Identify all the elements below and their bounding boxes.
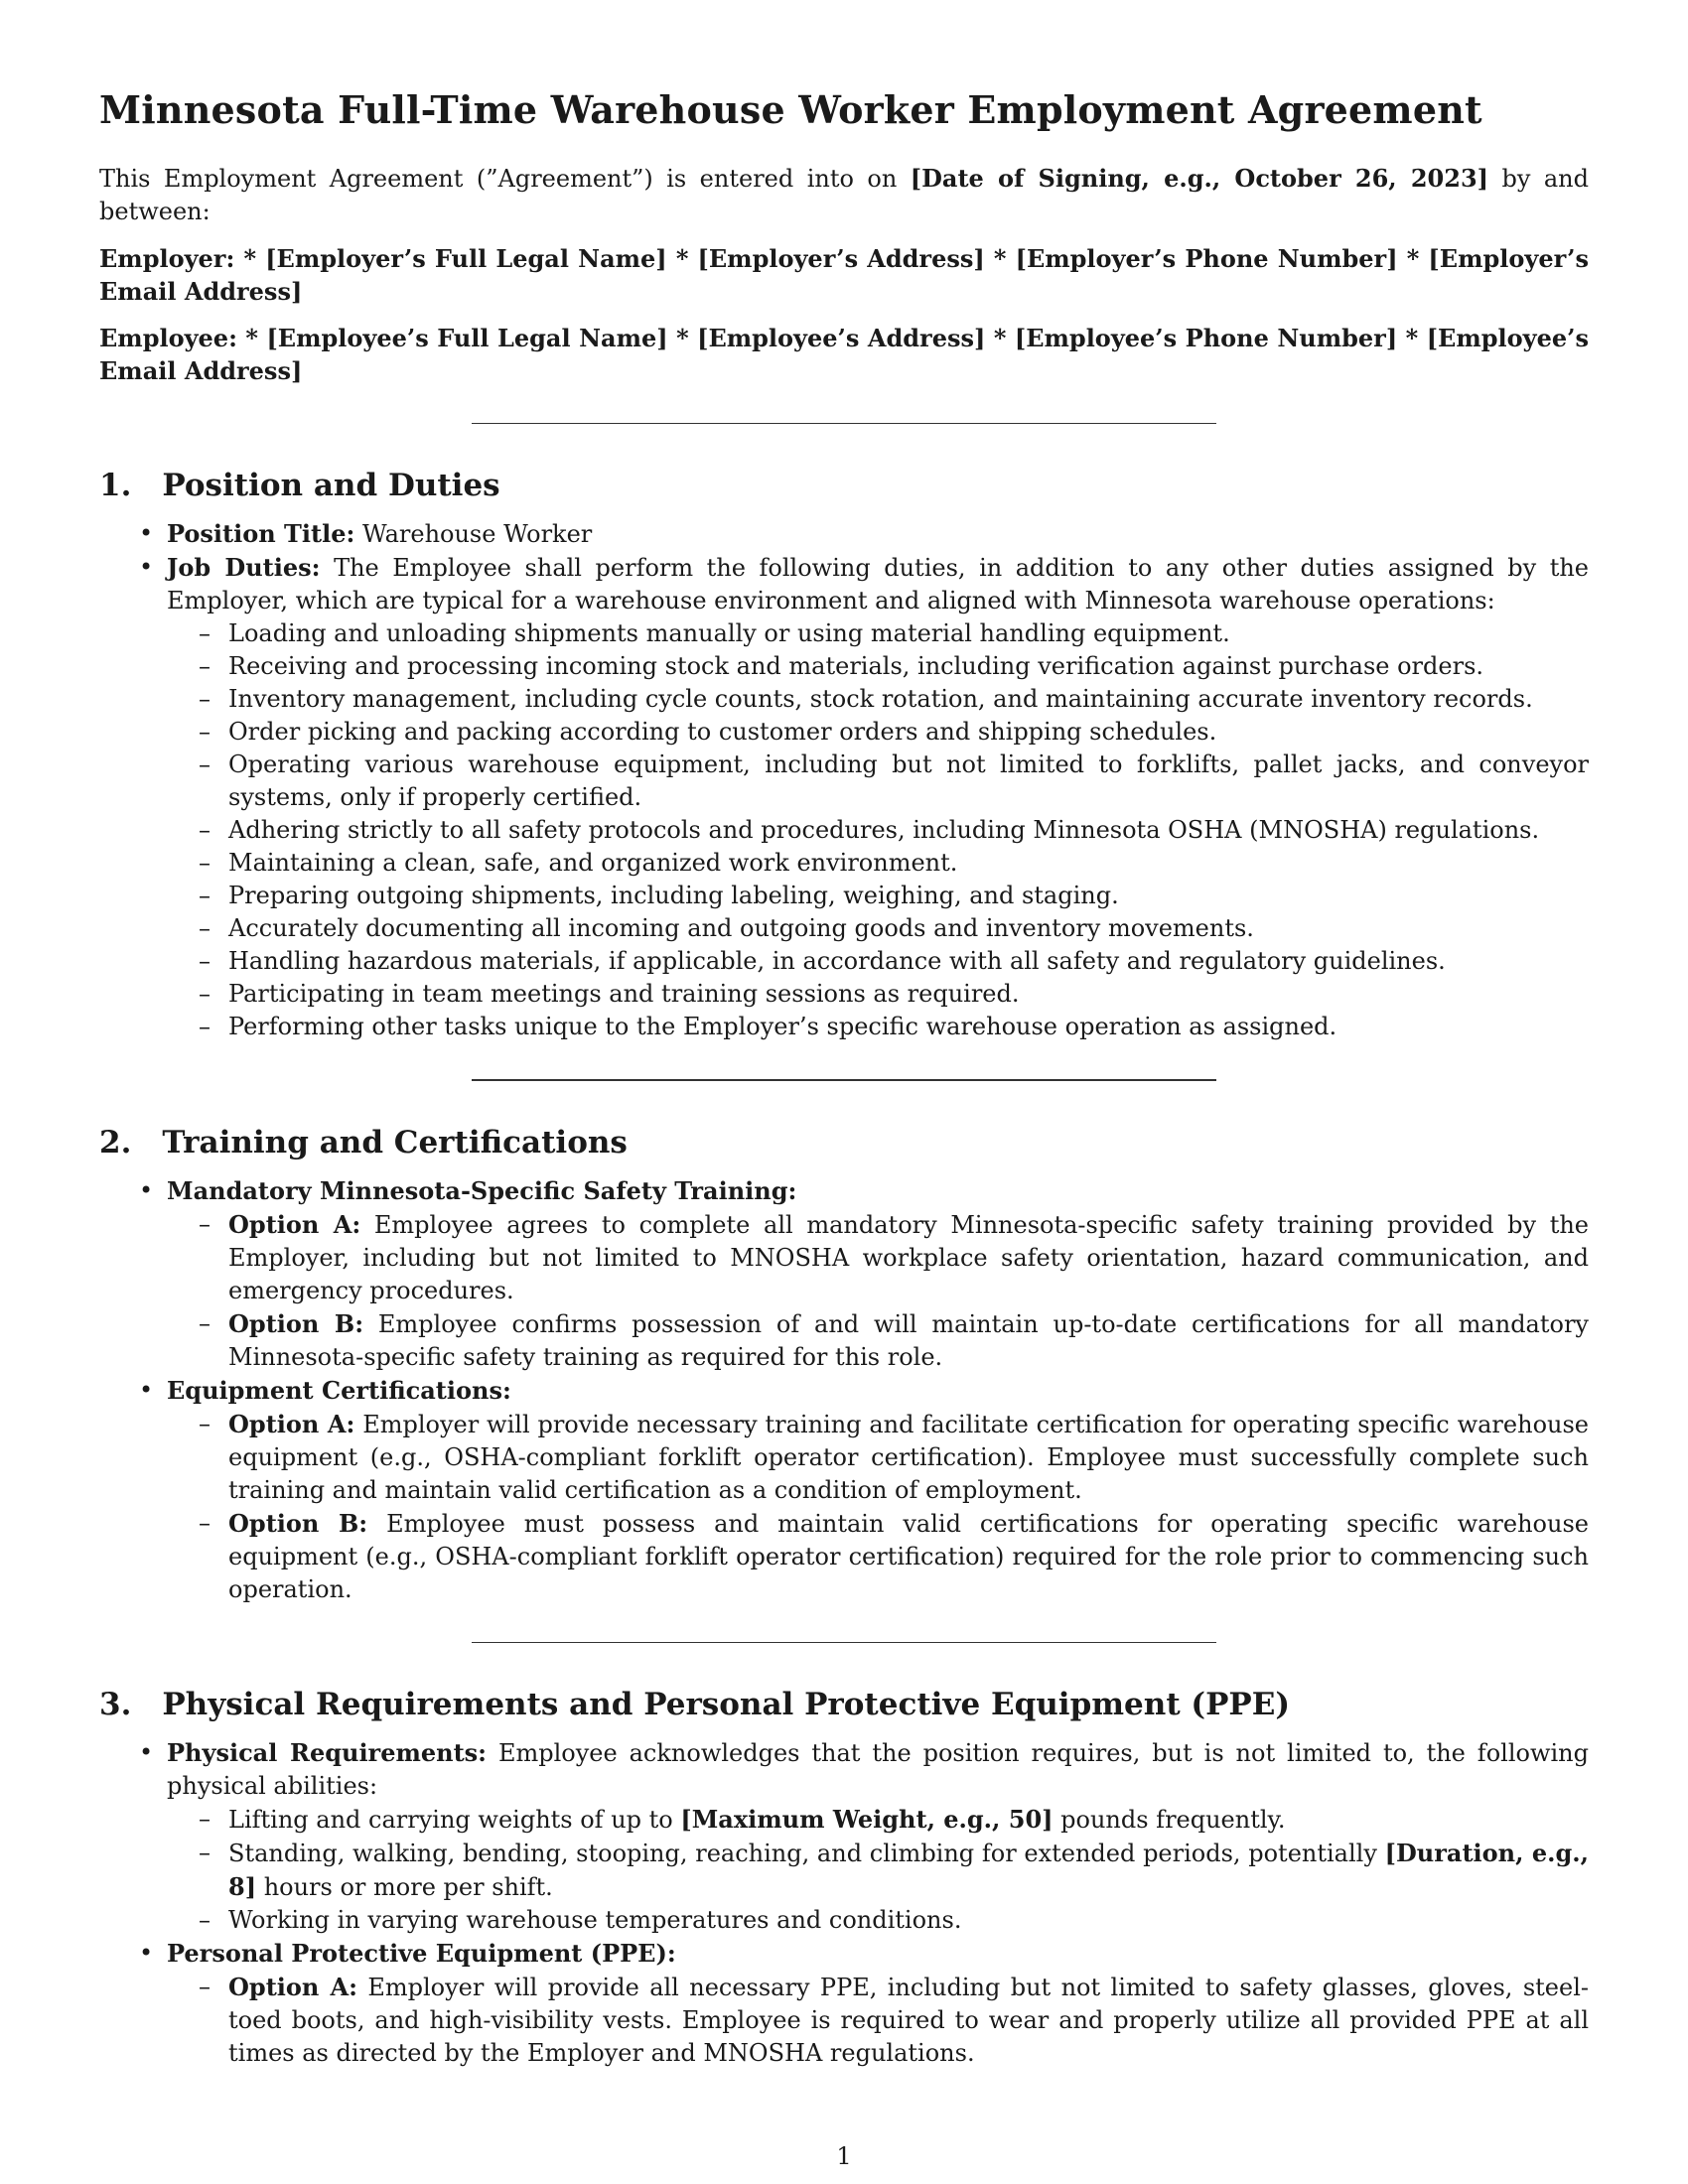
safety-training-label: Mandatory Minnesota-Specific Safety Training: [167,1176,797,1205]
page-number: 1 [836,2142,852,2170]
lifting-text-before: Lifting and carrying weights of up to [228,1806,681,1834]
duty-item: – Inventory management, including cycle counts, stock rotation, and maintaining accurate inventory records. [167,683,1589,716]
training-list [99,1174,1589,1606]
option-text: Employee confirms possession of and will maintain up-to-date certifications for all mandatory Minnesota-specific safety training as required for this role. [228,1310,1589,1371]
section-divider [472,423,1216,424]
physical-requirements-item [99,1736,1589,1937]
employee-block: Employee: * [Employee’s Full Legal Name] * [Employee’s Address] * [Employee’s Phone Number] * [Employee’s Email Address] [99,324,1589,385]
option-label: Option B: [228,1309,364,1338]
position-title-label: Position Title: [167,519,355,548]
physical-requirements-label: Physical Requirements: [167,1738,488,1767]
intro-paragraph [99,162,1589,228]
duty-item: – Preparing outgoing shipments, including labeling, weighing, and staging. [167,880,1589,912]
option-label: Option B: [228,1509,368,1538]
intro-text-after: by and between: [99,165,1589,225]
intro-text-before: This Employment Agreement (”Agreement”) is entered into on [99,165,911,193]
section-divider [472,1642,1216,1643]
position-title-value: Warehouse Worker [354,520,593,548]
duty-item: – Accurately documenting all incoming and outgoing goods and inventory movements. [167,912,1589,945]
safety-option-a [167,1208,1589,1307]
ppe-label: Personal Protective Equipment (PPE): [167,1939,676,1968]
physical-ppe-list [99,1736,1589,2070]
ppe-item [99,1937,1589,2070]
document-page [99,87,1589,2070]
ppe-options [167,1971,1589,2070]
duty-item: – Performing other tasks unique to the Employer’s specific warehouse operation as assigned. [167,1011,1589,1043]
job-duties-item [99,551,1589,1043]
lifting-requirement [167,1803,1589,1837]
equipment-certifications-item [99,1374,1589,1606]
option-text: Employer will provide necessary training and facilitate certification for operating specific warehouse equipment (e.g., OSHA-compliant forklift operator certification). Employee must successfully complete such training and maintain valid certification as a condition of employment. [228,1411,1589,1504]
position-title-item [99,517,1589,551]
equipment-option-b [167,1507,1589,1606]
lifting-text-after: pounds frequently. [1053,1806,1286,1834]
duty-item: – Order picking and packing according to customer orders and shipping schedules. [167,716,1589,749]
option-text: Employee must possess and maintain valid certifications for operating specific warehouse equipment (e.g., OSHA-compliant forklift operator certification) required for the role prior to commencing such operation. [228,1510,1589,1603]
option-label: Option A: [228,1210,361,1239]
duty-item: – Adhering strictly to all safety protocols and procedures, including Minnesota OSHA (MNOSHA) regulations. [167,814,1589,847]
physical-requirements-sublist [167,1803,1589,1937]
safety-training-options [167,1208,1589,1374]
section-divider [472,1079,1216,1081]
job-duties-sublist [167,617,1589,1043]
duty-item: – Maintaining a clean, safe, and organized work environment. [167,847,1589,880]
standing-text-before: Standing, walking, bending, stooping, reaching, and climbing for extended periods, potentially [228,1840,1385,1867]
option-text: Employer will provide all necessary PPE, including but not limited to safety glasses, gloves, steel-toed boots, and high-visibility vests. Employee is required to wear and properly utilize all provided PPE at all times as directed by the Employer and MNOSHA regulations. [228,1974,1589,2067]
job-duties-intro: The Employee shall perform the following duties, in addition to any other duties assigned by the Employer, which are typical for a warehouse environment and aligned with Minnesota warehouse operations: [167,554,1590,614]
duty-item: – Receiving and processing incoming stock and materials, including verification against purchase orders. [167,650,1589,683]
safety-training-item [99,1174,1589,1374]
section-heading-physical-ppe: 3. Physical Requirements and Personal Protective Equipment (PPE) [99,1687,1291,1722]
duty-item: – Participating in team meetings and training sessions as required. [167,978,1589,1011]
section-heading-position-duties: 1. Position and Duties [99,468,500,503]
equipment-certifications-options [167,1408,1589,1606]
duty-item: – Operating various warehouse equipment, including but not limited to forklifts, pallet jacks, and conveyor systems, only if properly certified. [167,749,1589,814]
ppe-option-a [167,1971,1589,2070]
option-text: Employee agrees to complete all mandatory Minnesota-specific safety training provided by the Employer, including but not limited to MNOSHA workplace safety orientation, hazard communication, and emergency procedures. [228,1211,1589,1304]
option-label: Option A: [228,1973,357,2001]
section-heading-training: 2. Training and Certifications [99,1125,628,1160]
safety-option-b [167,1307,1589,1374]
duty-item: – Loading and unloading shipments manually or using material handling equipment. [167,617,1589,650]
option-label: Option A: [228,1410,355,1438]
standing-text-after: hours or more per shift. [256,1873,553,1901]
standing-requirement [167,1837,1589,1904]
document-title: Minnesota Full-Time Warehouse Worker Employment Agreement [99,87,1482,132]
equipment-option-a [167,1408,1589,1507]
duty-item: – Handling hazardous materials, if applicable, in accordance with all safety and regulatory guidelines. [167,945,1589,978]
equipment-certifications-label: Equipment Certifications: [167,1376,511,1405]
temperature-requirement: – Working in varying warehouse temperatures and conditions. [167,1904,1589,1937]
duration-placeholder: [Duration, e.g., 8] [228,1839,1590,1901]
max-weight-placeholder: [Maximum Weight, e.g., 50] [680,1805,1054,1834]
employer-block: Employer: * [Employer’s Full Legal Name] * [Employer’s Address] * [Employer’s Phone Number] * [Employer’s Email Address] [99,244,1589,306]
signing-date-placeholder: [Date of Signing, e.g., October 26, 2023] [910,164,1489,193]
position-duties-list [99,517,1589,1043]
job-duties-label: Job Duties: [167,553,321,582]
physical-requirements-intro: Employee acknowledges that the position requires, but is not limited to, the following physical abilities: [167,1739,1589,1800]
